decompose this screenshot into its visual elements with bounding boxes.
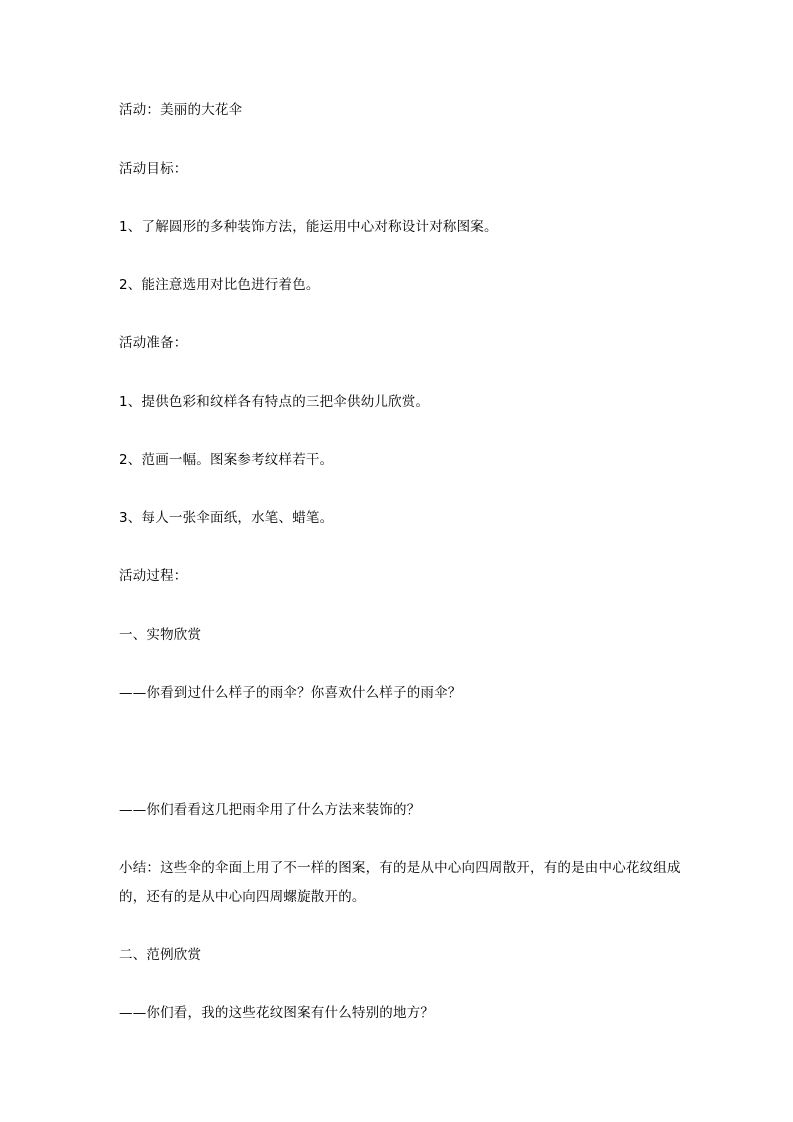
- prep-item-1: 1、提供色彩和纹样各有特点的三把伞供幼儿欣赏。: [119, 394, 430, 410]
- prep-heading: 活动准备：: [119, 335, 188, 351]
- question-2: ——你们看看这几把雨伞用了什么方法来装饰的？: [119, 802, 421, 818]
- section2-heading: 二、范例欣赏: [119, 947, 202, 963]
- goal-item-2: 2、能注意选用对比色进行着色。: [119, 277, 320, 293]
- goal-item-1: 1、了解圆形的多种装饰方法，能运用中心对称设计对称图案。: [119, 219, 498, 235]
- prep-item-3: 3、每人一张伞面纸，水笔、蜡笔。: [119, 510, 334, 526]
- question-1: ——你看到过什么样子的雨伞？你喜欢什么样子的雨伞？: [119, 685, 462, 701]
- question-3: ——你们看，我的这些花纹图案有什么特别的地方？: [119, 1005, 435, 1021]
- section1-heading: 一、实物欣赏: [119, 627, 202, 643]
- process-heading: 活动过程：: [119, 568, 188, 584]
- activity-title: 活动：美丽的大花伞: [119, 102, 243, 118]
- prep-item-2: 2、范画一幅。图案参考纹样若干。: [119, 452, 334, 468]
- goals-heading: 活动目标：: [119, 161, 188, 177]
- summary-paragraph: 小结：这些伞的伞面上用了不一样的图案，有的是从中心向四周散开，有的是由中心花纹组成的，还有的是从中心向四周螺旋散开的。: [119, 860, 681, 905]
